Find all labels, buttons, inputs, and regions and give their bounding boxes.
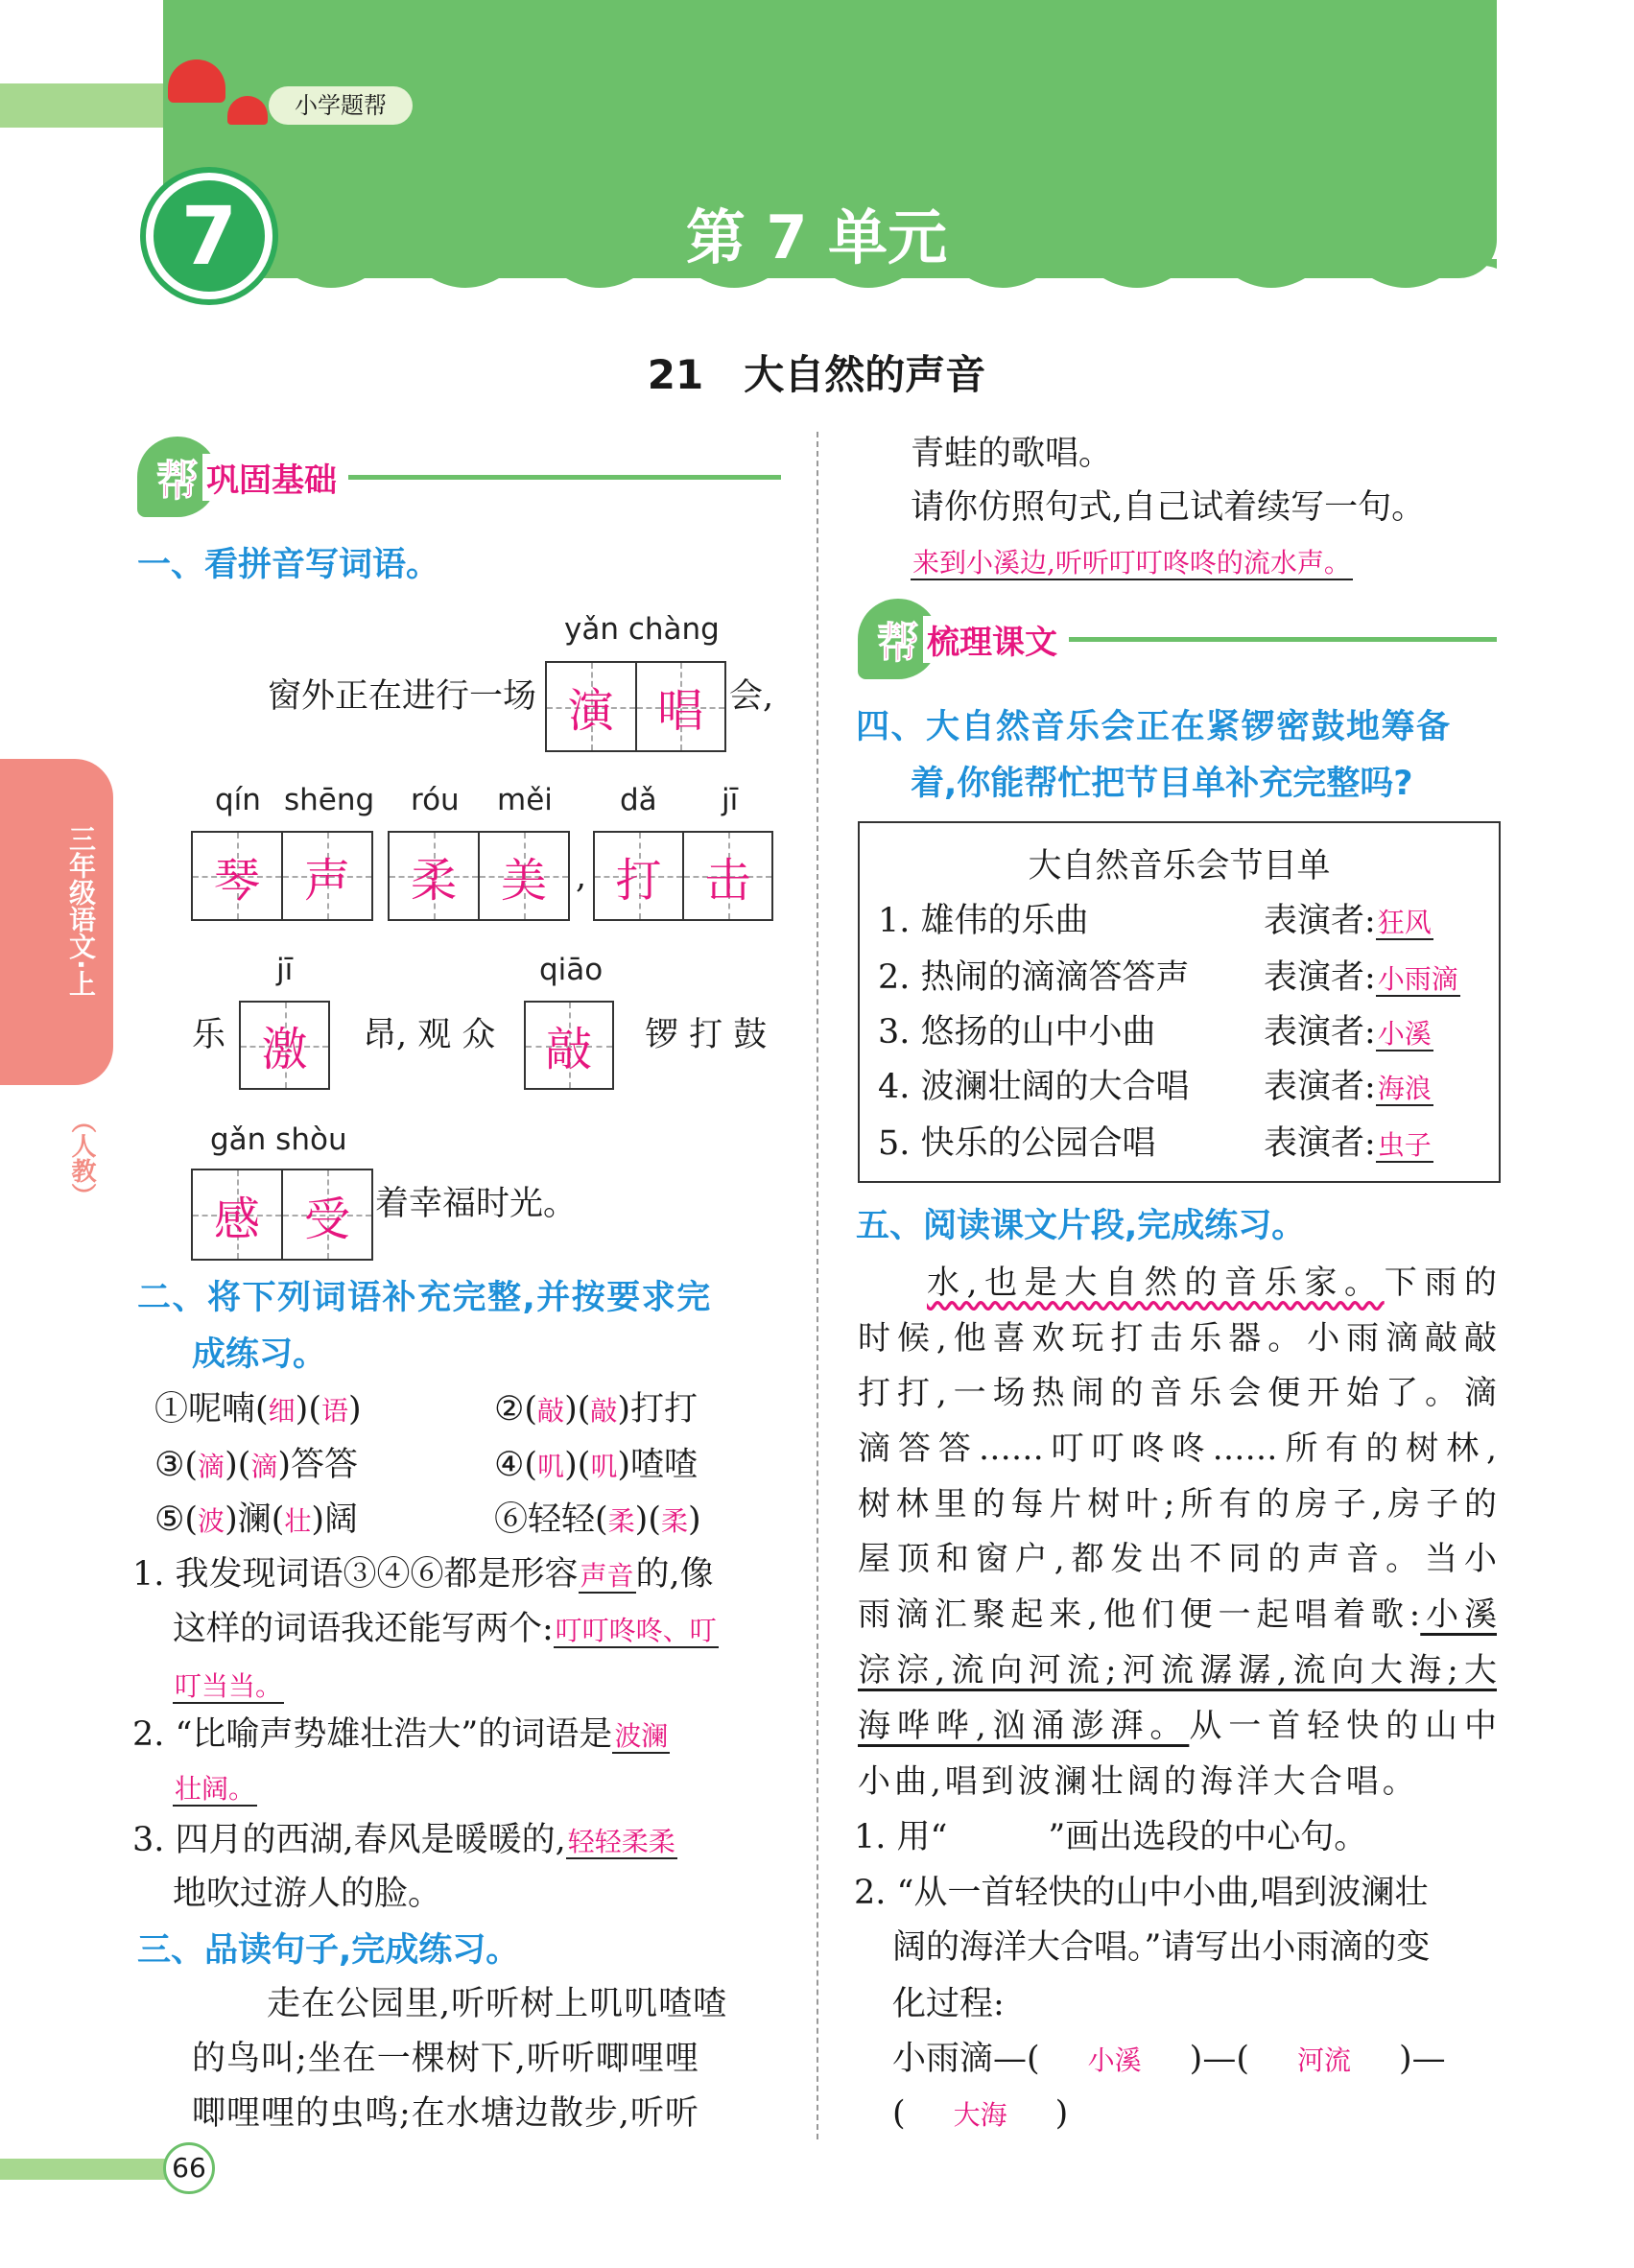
pinyin: yǎn chàng [564,612,720,647]
pinyin: róu [411,783,460,817]
program-item: 4. 波澜壮阔的大合唱 [878,1068,1190,1106]
answer-char: 声 [303,853,350,908]
passage-line: 小曲,唱到波澜壮阔的海洋大合唱。 [858,1762,1419,1801]
passage-line: 时候,他喜欢玩打击乐器。小雨滴敲敲 [858,1319,1497,1358]
writing-grid[interactable] [239,1001,330,1090]
passage-line: 淙淙,流向河流;河流潺潺,流向大海;大 [858,1651,1497,1689]
passage-line: 屋顶和窗户,都发出不同的声音。当小 [858,1540,1497,1578]
section-badge: 帮 [137,437,218,517]
q4-title: 着,你能帮忙把节目单补充完整吗? [911,765,1413,803]
answer-char: 演 [567,684,614,738]
answer: 来到小溪边,听听叮叮咚咚的流水声。 [912,547,1351,579]
side-tab-label: 三年级语文·上 [65,825,97,997]
lesson-title: 21 大自然的声音 [647,351,986,398]
passage-line: 水,也是大自然的音乐家。下雨的 [927,1264,1497,1302]
unit-number-badge: 7 [140,167,278,305]
program-item: 5. 快乐的公园合唱 [878,1124,1156,1163]
text: 会, [729,677,774,716]
sub-question: 这样的词语我还能写两个:叮叮咚咚、叮 [173,1610,717,1648]
section-label: 梳理课文 [923,616,1061,663]
pinyin: dǎ [620,783,657,817]
sub-question: 化过程: [892,1985,1005,2023]
answer-char: 感 [213,1192,260,1246]
passage-line: 走在公园里,听听树上叽叽喳喳 [267,1985,728,2023]
section-rule [1069,637,1497,642]
sub-question: 1. 用“ ”画出选段的中心句。 [854,1818,1368,1856]
text: 锣 打 鼓 [645,1016,768,1054]
section-header-review [858,599,1497,679]
page-number: 66 [163,2142,215,2194]
q2-title: 二、将下列词语补充完整,并按要求完 [137,1279,712,1317]
separator: , [576,858,587,896]
performer: 表演者:狂风 [1264,902,1432,940]
answer-char: 唱 [657,684,704,738]
writing-grid[interactable] [545,661,726,752]
answer: 壮阔。 [175,1773,256,1805]
fill-item: ②(敲)(敲)打打 [494,1390,699,1429]
program-item: 1. 雄伟的乐曲 [878,902,1089,940]
program-item: 3. 悠扬的山中小曲 [878,1013,1156,1051]
passage-line: 青蛙的歌唱。 [911,435,1113,473]
unit-title: 第 7 单元 [685,202,948,272]
passage-line: 海哗哗,汹涌澎湃。从一首轻快的山中 [858,1707,1498,1745]
pinyin: jī [722,783,739,817]
answer: 叮当当。 [175,1670,283,1702]
fill-item: ④(叽)(叽)喳喳 [494,1446,699,1484]
fill-item: ③(滴)(滴)答答 [154,1446,359,1484]
fill-item: ⑤(波)澜(壮)阔 [154,1500,359,1539]
passage-line: 唧哩哩的虫鸣;在水塘边散步,听听 [192,2094,699,2133]
pinyin: shēng [284,783,375,817]
fill-item: ①呢喃(细)(语) [154,1390,362,1429]
pinyin: gǎn shòu [210,1122,347,1157]
column-divider [817,432,818,2139]
table-title: 大自然音乐会节目单 [1028,847,1331,886]
performer: 表演者:小雨滴 [1264,958,1458,997]
performer: 表演者:海浪 [1264,1068,1432,1106]
brand-pill: 小学题帮 [269,86,413,125]
section-rule [348,475,781,480]
sub-question: 阔的海洋大合唱。”请写出小雨滴的变 [892,1928,1431,1967]
performer: 表演者:小溪 [1264,1013,1432,1051]
q2-title: 成练习。 [192,1335,327,1374]
text: 着幸福时光。 [375,1185,578,1223]
sub-question: 1. 我发现词语③④⑥都是形容声音的,像 [132,1555,714,1594]
question: 请你仿照句式,自己试着续写一句。 [911,488,1426,527]
answer-char: 受 [303,1192,350,1246]
sub-question: 3. 四月的西湖,春风是暖暖的,轻轻柔柔 [132,1821,675,1859]
performer: 表演者:虫子 [1264,1124,1432,1163]
answer-char: 琴 [213,853,260,908]
writing-grid[interactable] [191,831,373,921]
change-chain: ( 大海 ) [892,2094,1069,2133]
q4-title: 四、大自然音乐会正在紧锣密鼓地筹备 [856,708,1452,746]
q3-title: 三、品读句子,完成练习。 [137,1931,520,1970]
text: 窗外正在进行一场 [268,677,537,716]
writing-grid[interactable] [524,1001,614,1090]
passage-line: 滴答答……叮叮咚咚……所有的树林, [858,1429,1497,1468]
answer-char: 柔 [410,853,457,908]
pinyin: qiāo [539,953,604,987]
passage-line: 打打,一场热闹的音乐会便开始了。滴 [858,1374,1497,1412]
answer-char: 打 [615,853,662,908]
passage-line: 树林里的每片树叶;所有的房子,房子的 [858,1485,1497,1524]
passage-line: 雨滴汇聚起来,他们便一起唱着歌:小溪 [858,1595,1497,1634]
pinyin: qín [215,783,261,817]
answer-char: 击 [704,853,751,908]
passage-line: 的鸟叫;坐在一棵树下,听听唧哩哩 [192,2040,699,2078]
text: 昂, 观 众 [363,1016,496,1054]
section-badge: 帮 [858,599,938,679]
sub-question: 2. “比喻声势雄壮浩大”的词语是波澜 [132,1715,669,1754]
change-chain: 小雨滴—( 小溪 )—( 河流 )— [892,2040,1446,2078]
answer-char: 美 [500,853,547,908]
pinyin: měi [497,783,553,817]
writing-grid[interactable] [593,831,773,921]
answer-char: 激 [261,1023,308,1076]
side-edition: （人教） [67,1108,96,1208]
q5-title: 五、阅读课文片段,完成练习。 [856,1207,1306,1245]
section-label: 巩固基础 [202,454,341,501]
sub-question: 2. “从一首轻快的山中小曲,唱到波澜壮 [854,1874,1429,1912]
section-header-basic [137,437,781,517]
sub-question: 地吹过游人的脸。 [173,1875,442,1913]
pinyin: jī [276,953,294,987]
writing-grid[interactable] [388,831,570,921]
answer-char: 敲 [545,1023,592,1076]
writing-grid[interactable] [191,1169,373,1261]
program-item: 2. 热闹的滴滴答答声 [878,958,1190,997]
q1-title: 一、看拼音写词语。 [137,546,440,584]
text: 乐 [192,1016,226,1054]
fill-item: ⑥轻轻(柔)(柔) [494,1500,701,1539]
